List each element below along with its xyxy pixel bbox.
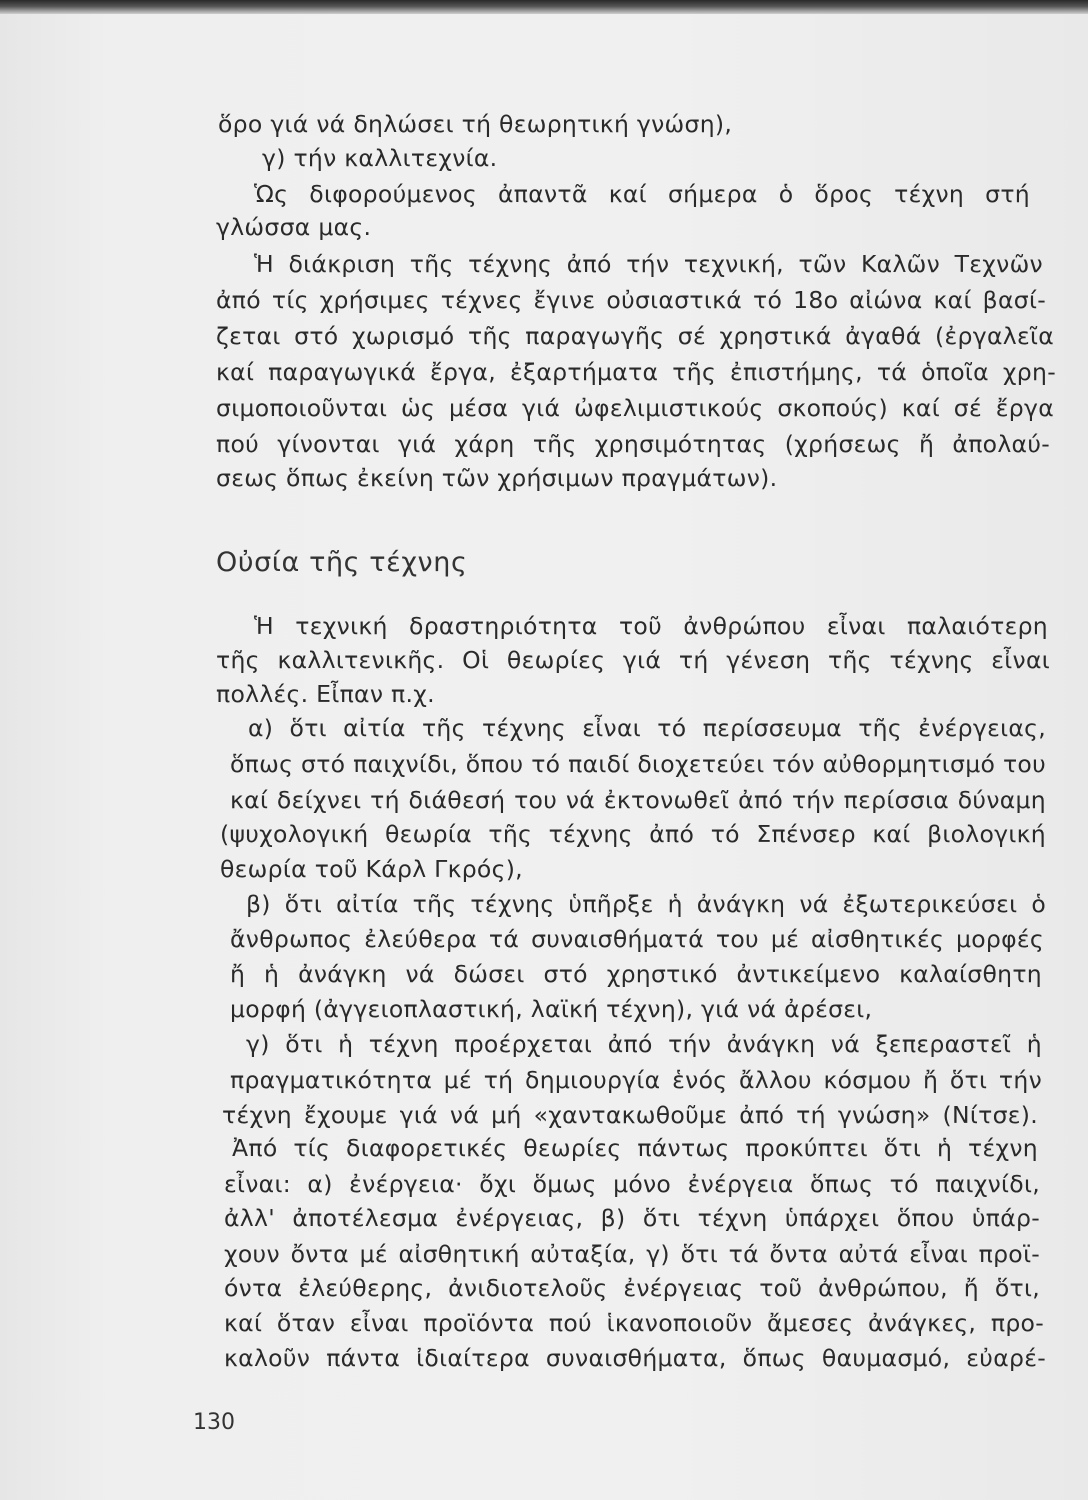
text-line: εἶναι: α) ἐνέργεια· ὄχι ὅμως μόνο ἐνέργεια ὅπως τό παιχνίδι, <box>224 1170 1040 1198</box>
text-line: Ὡς διφορούμενος ἀπαντᾶ καί σήμερα ὁ ὅρος τέχνη στή <box>254 180 1030 208</box>
text-line: ὅρο γιά νά δηλώσει τή θεωρητική γνώση), <box>218 110 733 138</box>
scan-top-edge <box>0 0 1088 14</box>
text-line: πραγματικότητα μέ τή δημιουργία ἑνός ἄλλου κόσμου ἤ ὅτι τήν <box>230 1066 1042 1094</box>
text-line: γλώσσα μας. <box>216 213 372 241</box>
text-line: Ἡ διάκριση τῆς τέχνης ἀπό τήν τεχνική, τῶν Καλῶν Τεχνῶν <box>254 250 1043 278</box>
text-line: τῆς καλλιτενικῆς. Οἱ θεωρίες γιά τή γένεση τῆς τέχνης εἶναι <box>216 646 1050 674</box>
text-line: θεωρία τοῦ Κάρλ Γκρός), <box>220 855 523 883</box>
text-line: μορφή (ἀγγειοπλαστική, λαϊκή τέχνη), γιά νά ἀρέσει, <box>230 995 873 1023</box>
text-line: ἤ ἡ ἀνάγκη νά δώσει στό χρηστικό ἀντικείμενο καλαίσθητη <box>230 960 1042 988</box>
text-line: σιμοποιοῦνται ὡς μέσα γιά ὠφελιμιστικούς σκοπούς) καί σέ ἔργα <box>216 394 1054 422</box>
text-line: καί δείχνει τή διάθεσή του νά ἐκτονωθεῖ ἀπό τήν περίσσια δύναμη <box>230 786 1046 814</box>
text-line: όντα ἐλεύθερης, ἀνιδιοτελοῦς ἐνέργειας τοῦ ἀνθρώπου, ἤ ὅτι, <box>224 1274 1040 1302</box>
section-heading: Οὐσία τῆς τέχνης <box>216 547 468 578</box>
text-line: καί ὅταν εἶναι προϊόντα πού ἱκανοποιοῦν ἄμεσες ἀνάγκες, προ- <box>224 1309 1044 1337</box>
text-line: Ἀπό τίς διαφορετικές θεωρίες πάντως προκύπτει ὅτι ἡ τέχνη <box>232 1134 1038 1162</box>
text-line: πολλές. Εἶπαν π.χ. <box>216 680 435 708</box>
text-line: ἀλλ' ἀποτέλεσμα ἐνέργειας, β) ὅτι τέχνη ὑπάρχει ὅπου ὑπάρ- <box>224 1204 1040 1232</box>
text-line: σεως ὅπως ἐκείνη τῶν χρήσιμων πραγμάτων). <box>216 464 778 492</box>
text-line: καλοῦν πάντα ἰδιαίτερα συναισθήματα, ὅπως θαυμασμό, εὐαρέ- <box>224 1344 1046 1372</box>
text-line: Ἡ τεχνική δραστηριότητα τοῦ ἀνθρώπου εἶναι παλαιότερη <box>254 612 1048 640</box>
text-line: α) ὅτι αἰτία τῆς τέχνης εἶναι τό περίσσευμα τῆς ἐνέργειας, <box>248 714 1046 742</box>
text-line: γ) ὅτι ἡ τέχνη προέρχεται ἀπό τήν ἀνάγκη νά ξεπεραστεῖ ἡ <box>246 1030 1042 1058</box>
text-line: ἄνθρωπος ἐλεύθερα τά συναισθήματά του μέ αἰσθητικές μορφές <box>230 925 1044 953</box>
text-line: β) ὅτι αἰτία τῆς τέχνης ὑπῆρξε ἡ ἀνάγκη νά ἐξωτερικεύσει ὁ <box>246 890 1046 918</box>
text-line: γ) τήν καλλιτεχνία. <box>262 144 498 172</box>
text-line: ὅπως στό παιχνίδι, ὅπου τό παιδί διοχετεύει τόν αὐθορμητισμό του <box>230 750 1046 778</box>
text-line: χουν ὄντα μέ αἰσθητική αὐταξία, γ) ὅτι τά ὄντα αὐτά εἶναι προϊ- <box>224 1240 1040 1268</box>
text-line: (ψυχολογική θεωρία τῆς τέχνης ἀπό τό Σπένσερ καί βιολογική <box>220 820 1046 848</box>
text-line: πού γίνονται γιά χάρη τῆς χρησιμότητας (χρήσεως ἤ ἀπολαύ- <box>216 430 1050 458</box>
text-line: ζεται στό χωρισμό τῆς παραγωγῆς σέ χρηστικά ἀγαθά (ἐργαλεῖα <box>216 322 1054 350</box>
text-line: τέχνη ἔχουμε γιά νά μή «χαντακωθοῦμε ἀπό τή γνώση» (Νίτσε). <box>222 1101 1038 1129</box>
text-line: ἀπό τίς χρήσιμες τέχνες ἔγινε οὐσιαστικά τό 18ο αἰώνα καί βασί- <box>216 286 1046 314</box>
page-number: 130 <box>193 1410 235 1435</box>
text-line: καί παραγωγικά ἔργα, ἐξαρτήματα τῆς ἐπιστήμης, τά ὁποῖα χρη- <box>216 358 1056 386</box>
